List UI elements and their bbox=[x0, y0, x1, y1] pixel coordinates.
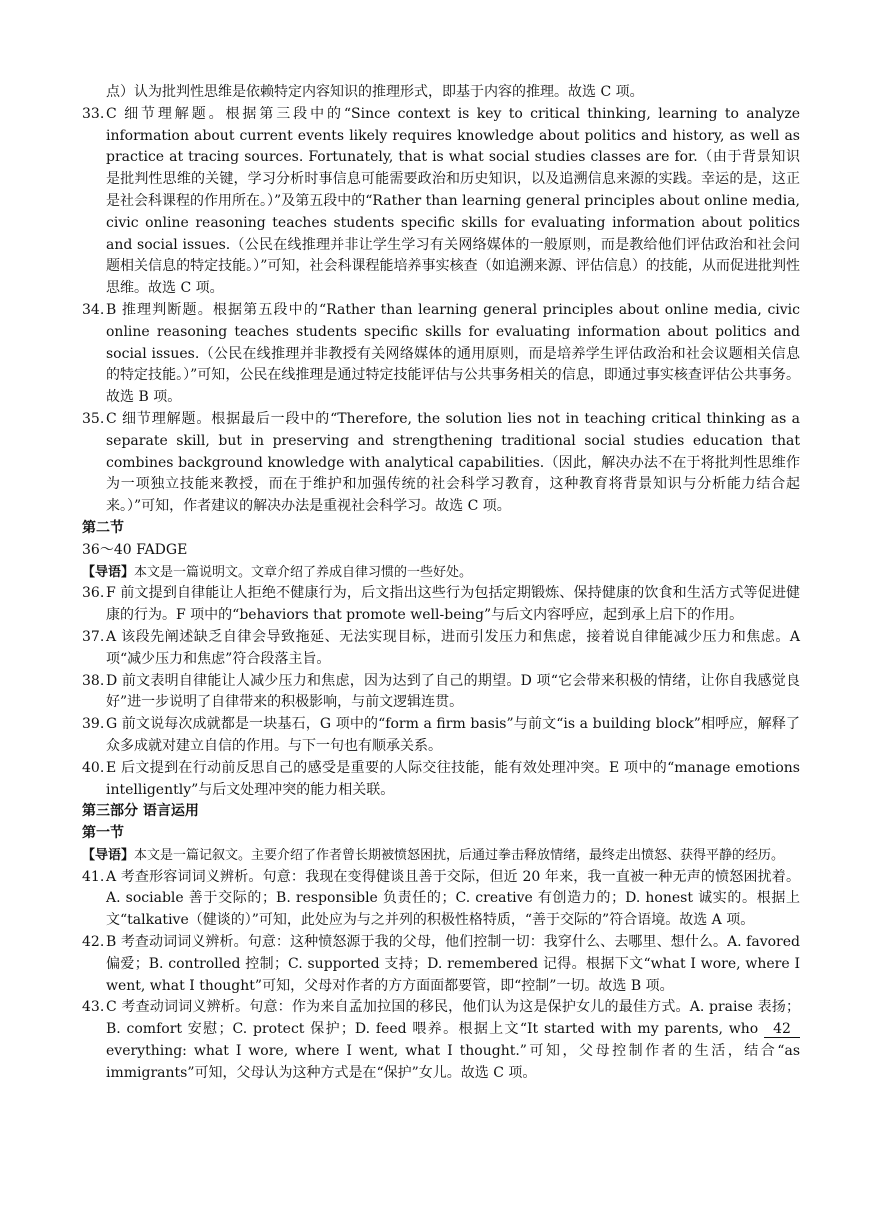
item-number: 35. bbox=[82, 410, 105, 427]
answer-item-33 bbox=[82, 104, 800, 300]
item-explanation: A 考查形容词词义辨析。句意：我现在变得健谈且善于交际，但近 20 年来，我一直被一种无声的愤怒困扰着。A. sociable 善于交际的；B. responsible 负责任的；C. creative 有创造力的；D. honest 诚实的。根据上文“talkative（健谈的）”可知，此处应为与之并列的积极性格特质，“善于交际的”符合语境。故选 A 项。 bbox=[106, 868, 800, 929]
answer-item-34 bbox=[82, 300, 800, 409]
item-explanation: B 推理判断题。根据第五段中的“Rather than learning general principles about online media, civic online reasoning teaches students specific skills for evaluating information about politics and social issues.（公民在线推理并非教授有关网络媒体的通用原则，而是培养学生评估政治和社会议题相关信息的特定技能。）”可知，公民在线推理是通过特定技能评估与公共事务相关的信息，即通过事实核查评估公共事务。故选 B 项。 bbox=[106, 301, 800, 406]
item-explanation: A 该段先阐述缺乏自律会导致拖延、无法实现目标，进而引发压力和焦虑，接着说自律能减少压力和焦虑。A 项“减少压力和焦虑”符合段落主旨。 bbox=[106, 628, 800, 667]
item-number: 43. bbox=[82, 999, 105, 1016]
answer-item-40 bbox=[82, 758, 800, 802]
answer-item-39 bbox=[82, 714, 800, 758]
section-2-answers: 36～40 FADGE bbox=[82, 541, 188, 558]
item-explanation: F 前文提到自律能让人拒绝不健康行为，后文指出这些行为包括定期锻炼、保持健康的饮食和生活方式等促进健康的行为。F 项中的“behaviors that promote well-being”与后文内容呼应，起到承上启下的作用。 bbox=[106, 585, 800, 624]
answer-item-36 bbox=[82, 583, 800, 627]
item-explanation: C 细节理解题。根据最后一段中的“Therefore, the solution lies not in teaching critical thinking as a separate skill, but in preserving and strengthening traditional social studies education that combines background knowledge with analytical capabilities.（因此，解决办法不在于将批判性思维作为一项独立技能来教授，而在于维护和加强传统的社会科学习教育，这种教育将背景知识与分析能力结合起来。）”可知，作者建议的解决办法是重视社会科学习。故选 C 项。 bbox=[106, 410, 800, 515]
item-number: 33. bbox=[82, 105, 105, 122]
item-explanation: E 后文提到在行动前反思自己的感受是重要的人际交往技能，能有效处理冲突。E 项中的“manage emotions intelligently”与后文处理冲突的能力相关联。 bbox=[106, 759, 800, 798]
part-3-guide bbox=[82, 845, 800, 867]
continuation-text: 点）认为批判性思维是依赖特定内容知识的推理形式，即基于内容的推理。故选 C 项。 bbox=[106, 84, 644, 100]
item-number: 34. bbox=[82, 301, 105, 318]
guide-tag: 【导语】 bbox=[82, 847, 135, 863]
guide-tag: 【导语】 bbox=[82, 564, 135, 580]
answer-item-35 bbox=[82, 409, 800, 518]
item-explanation bbox=[106, 997, 800, 1084]
part-3-title: 第三部分 语言运用 bbox=[82, 803, 199, 820]
section-2-title: 第二节 bbox=[82, 519, 124, 536]
item-number: 37. bbox=[82, 628, 105, 645]
answer-item-43 bbox=[82, 997, 800, 1084]
section-2-guide bbox=[82, 562, 800, 584]
item-number: 42. bbox=[82, 934, 105, 951]
item-explanation: B 考查动词词义辨析。句意：这种愤怒源于我的父母，他们控制一切：我穿什么、去哪里、想什么。A. favored 偏爱；B. controlled 控制；C. supported 支持；D. remembered 记得。根据下文“what I wore, where I went, what I thought”可知，父母对作者的方方面面都要管，即“控制”一切。故选 B 项。 bbox=[106, 934, 800, 994]
answer-item-37 bbox=[82, 627, 800, 671]
answer-item-41 bbox=[82, 867, 800, 932]
part-3-section-title: 第一节 bbox=[82, 825, 124, 842]
explanation-text-after: everything: what I wore, where I went, what I thought.”可知，父母控制作者的生活，结合“as immigrants”可知，父母认为这种方式是在“保护”女儿。故选 C 项。 bbox=[106, 1043, 800, 1081]
answer-item-42 bbox=[82, 932, 800, 997]
item-explanation: D 前文表明自律能让人减少压力和焦虑，因为达到了自己的期望。D 项“它会带来积极的情绪，让你自我感觉良好”进一步说明了自律带来的积极影响，与前文逻辑连贯。 bbox=[106, 672, 800, 711]
item-explanation: C 细节理解题。根据第三段中的“Since context is key to critical thinking, learning to analyze information about current events likely requires knowledge about politics and history, as well as practice at tracing sources. Fortunately, that is what social studies classes are for.（由于背景知识是批判性思维的关键，学习分析时事信息可能需要政治和历史知识，以及追溯信息来源的实践。幸运的是，这正是社会科课程的作用所在。）”及第五段中的“Rather than learning general principles about online media, civic online reasoning teaches students specific skills for evaluating information about politics and social issues.（公民在线推理并非让学生学习有关网络媒体的一般原则，而是教给他们评估政治和社会问题相关信息的特定技能。）”可知，社会科课程能培养事实核查（如追溯来源、评估信息）的技能，从而促进批判性思维。故选 C 项。 bbox=[106, 105, 800, 297]
explanation-text-before: C 考查动词词义辨析。句意：作为来自孟加拉国的移民，他们认为这是保护女儿的最佳方式。A. praise 表扬；B. comfort 安慰；C. protect 保护；D. feed 喂养。根据上文“It started with my parents, who bbox=[106, 999, 800, 1038]
item-number: 41. bbox=[82, 868, 105, 885]
item-explanation: G 前文说每次成就都是一块基石，G 项中的“form a firm basis”与前文“is a building block”相呼应，解释了众多成就对建立自信的作用。与下一句也有顺承关系。 bbox=[106, 716, 800, 754]
guide-text: 本文是一篇记叙文。主要介绍了作者曾长期被愤怒困扰，后通过拳击释放情绪，最终走出愤怒、获得平静的经历。 bbox=[134, 847, 785, 863]
blank-number: 42 bbox=[764, 1021, 800, 1038]
answer-item-38 bbox=[82, 671, 800, 715]
item-number: 39. bbox=[82, 716, 105, 733]
item-number: 36. bbox=[82, 585, 105, 602]
item-number: 40. bbox=[82, 759, 105, 776]
item-number: 38. bbox=[82, 672, 105, 689]
guide-text: 本文是一篇说明文。文章介绍了养成自律习惯的一些好处。 bbox=[134, 564, 473, 580]
